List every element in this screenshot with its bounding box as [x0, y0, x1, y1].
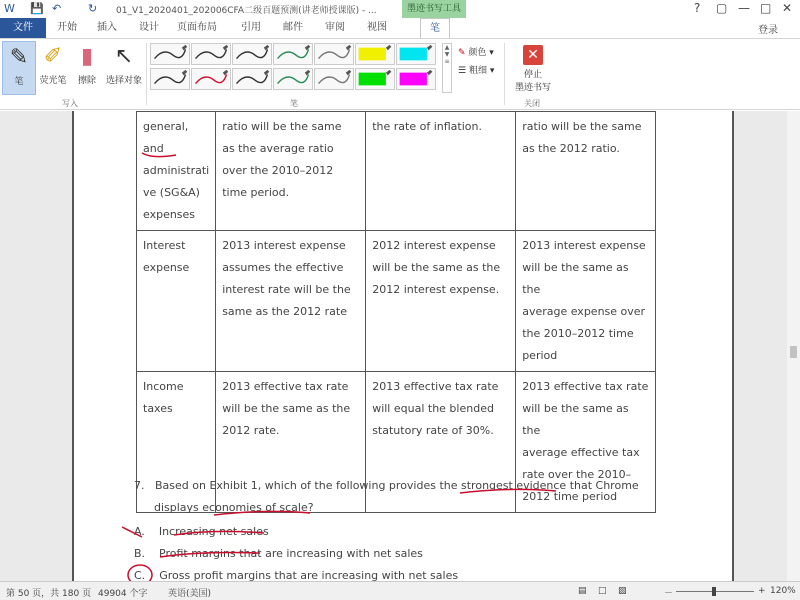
- status-bar: [0, 581, 800, 600]
- eraser-label: 擦除: [77, 76, 96, 86]
- pen-swatch[interactable]: [396, 68, 436, 90]
- ribbon-display-icon[interactable]: ▢: [716, 1, 728, 15]
- zoom-out-button[interactable]: －: [664, 589, 674, 599]
- pen-swatch[interactable]: [396, 43, 436, 65]
- cursor-arrow-icon: ↖: [114, 44, 134, 69]
- table-cell: 2013 effective tax rate will be the same as the 2012 rate.: [216, 372, 366, 513]
- read-mode-icon[interactable]: ▤: [578, 586, 587, 596]
- color-pen-icon: ✎: [458, 48, 466, 58]
- ribbon-divider: [146, 43, 147, 105]
- window-title: 01_V1_2020401_202006CFA二级百题预测(讲老师授课版) - ...: [116, 6, 377, 16]
- vertical-scrollbar[interactable]: [787, 111, 800, 581]
- save-icon[interactable]: 💾: [30, 2, 44, 15]
- table-cell: 2012 interest expense will be the same as the 2012 interest expense.: [366, 231, 516, 372]
- document-page[interactable]: [72, 111, 734, 581]
- pen-swatch[interactable]: [314, 68, 354, 90]
- table-cell: 2013 effective tax rate will be the same as the average effective tax rate over the 2010– 2012 time period: [516, 372, 656, 513]
- option-text: Increasing net sales: [158, 525, 269, 538]
- stop-x-icon: ✕: [523, 45, 543, 65]
- login-link[interactable]: 登录: [758, 25, 778, 36]
- close-button[interactable]: ✕: [782, 1, 793, 15]
- table-cell: the rate of inflation.: [366, 112, 516, 231]
- word-count[interactable]: 49904 个字: [98, 589, 148, 599]
- pen-swatch[interactable]: [314, 43, 354, 65]
- select-objects-button[interactable]: [104, 41, 144, 95]
- pen-swatch[interactable]: [232, 43, 272, 65]
- table-cell: general, and administrati ve (SG&A) expenses: [137, 112, 216, 231]
- tab-mailings[interactable]: 邮件: [283, 22, 303, 33]
- tab-insert[interactable]: 插入: [97, 22, 117, 33]
- option-text: Gross profit margins that are increasing with net sales: [159, 569, 459, 581]
- option-letter: C.: [134, 569, 146, 581]
- ink-annotations: [74, 111, 736, 581]
- ribbon-tabs: [0, 18, 800, 38]
- table-cell: Income taxes: [137, 372, 216, 513]
- group-write-label: 写入: [62, 99, 78, 108]
- tab-review[interactable]: 审阅: [325, 22, 345, 33]
- pen-swatch[interactable]: [355, 68, 395, 90]
- tab-layout[interactable]: 页面布局: [177, 22, 217, 33]
- table-cell: ratio will be the same as the 2012 ratio.: [516, 112, 656, 231]
- ribbon-divider: [504, 43, 505, 105]
- select-objects-label: 选择对象: [105, 76, 142, 86]
- gallery-scroll[interactable]: ▲ ▼ ≡: [442, 43, 452, 93]
- thickness-dropdown[interactable]: ☰ 粗细 ▾: [458, 66, 495, 76]
- page-count[interactable]: 第 50 页，共 180 页: [6, 589, 92, 599]
- help-button[interactable]: ?: [694, 1, 701, 15]
- zoom-level[interactable]: 120%: [770, 586, 796, 596]
- zoom-slider-thumb[interactable]: [712, 587, 716, 596]
- language[interactable]: 英语(美国): [168, 589, 212, 599]
- highlighter-label: 荧光笔: [39, 76, 67, 86]
- option-text: Profit margins that are increasing with net sales: [159, 547, 423, 560]
- pen-swatch[interactable]: [232, 68, 272, 90]
- pen-swatch[interactable]: [150, 43, 190, 65]
- ink-tools-context-label: 墨迹书写工具: [402, 0, 466, 18]
- table-cell: Interest expense: [137, 231, 216, 372]
- pen-gallery: [150, 43, 440, 93]
- option-letter: A.: [134, 525, 145, 538]
- word-app-icon[interactable]: W: [4, 2, 15, 15]
- highlighter-icon: ✐: [43, 44, 63, 69]
- pen-swatch[interactable]: [191, 43, 231, 65]
- question-number: 7.: [134, 479, 145, 492]
- table-cell: 2013 interest expense will be the same as the average expense over the 2010–2012 time period: [516, 231, 656, 372]
- title-bar: [0, 0, 800, 18]
- stop-inking-button[interactable]: [510, 41, 556, 97]
- print-layout-icon[interactable]: □: [598, 586, 607, 596]
- maximize-button[interactable]: □: [760, 1, 772, 15]
- redo-icon[interactable]: ↻: [88, 2, 98, 15]
- pen-swatch[interactable]: [355, 43, 395, 65]
- option-letter: B.: [134, 547, 146, 560]
- highlighter-button[interactable]: [36, 41, 70, 95]
- thickness-icon: ☰: [458, 66, 467, 76]
- pen-swatch[interactable]: [273, 68, 313, 90]
- tab-design[interactable]: 设计: [139, 22, 159, 33]
- eraser-icon: ▮: [80, 44, 94, 69]
- pen-button[interactable]: [2, 41, 36, 95]
- pen-swatch[interactable]: [150, 68, 190, 90]
- group-close-label: 关闭: [524, 99, 540, 108]
- pen-icon: ✎: [9, 45, 29, 70]
- stop-label-1: 停止: [523, 70, 542, 80]
- tab-references[interactable]: 引用: [241, 22, 261, 33]
- minimize-button[interactable]: —: [738, 1, 750, 15]
- group-pens-label: 笔: [290, 99, 298, 108]
- color-dropdown[interactable]: ✎ 颜色 ▾: [458, 48, 494, 58]
- zoom-in-button[interactable]: +: [758, 586, 766, 596]
- tab-file[interactable]: 文件: [0, 18, 46, 38]
- stop-label-2: 墨迹书写: [514, 83, 551, 93]
- scroll-thumb[interactable]: [790, 346, 797, 358]
- document-area: [0, 111, 787, 581]
- pen-label: 笔: [14, 77, 24, 87]
- tab-home[interactable]: 开始: [57, 22, 77, 33]
- ribbon: [0, 38, 800, 110]
- question-text-1: Based on Exhibit 1, which of the following provides the strongest evidence that Chrome: [155, 479, 639, 492]
- table-cell: 2013 interest expense assumes the effective interest rate will be the same as the 2012 rate: [216, 231, 366, 372]
- table-cell: ratio will be the same as the average ratio over the 2010–2012 time period.: [216, 112, 366, 231]
- eraser-button[interactable]: [70, 41, 104, 95]
- pen-swatch[interactable]: [191, 68, 231, 90]
- thickness-label: 粗细: [468, 66, 487, 76]
- tab-pen[interactable]: 笔: [420, 18, 450, 40]
- color-label: 颜色: [468, 48, 487, 58]
- web-layout-icon[interactable]: ▧: [618, 586, 627, 596]
- pen-swatch[interactable]: [273, 43, 313, 65]
- question-text-2: displays economies of scale?: [154, 501, 314, 514]
- tab-view[interactable]: 视图: [367, 22, 387, 33]
- table-cell: 2013 effective tax rate will equal the blended statutory rate of 30%.: [366, 372, 516, 513]
- undo-icon[interactable]: ↶: [52, 2, 62, 15]
